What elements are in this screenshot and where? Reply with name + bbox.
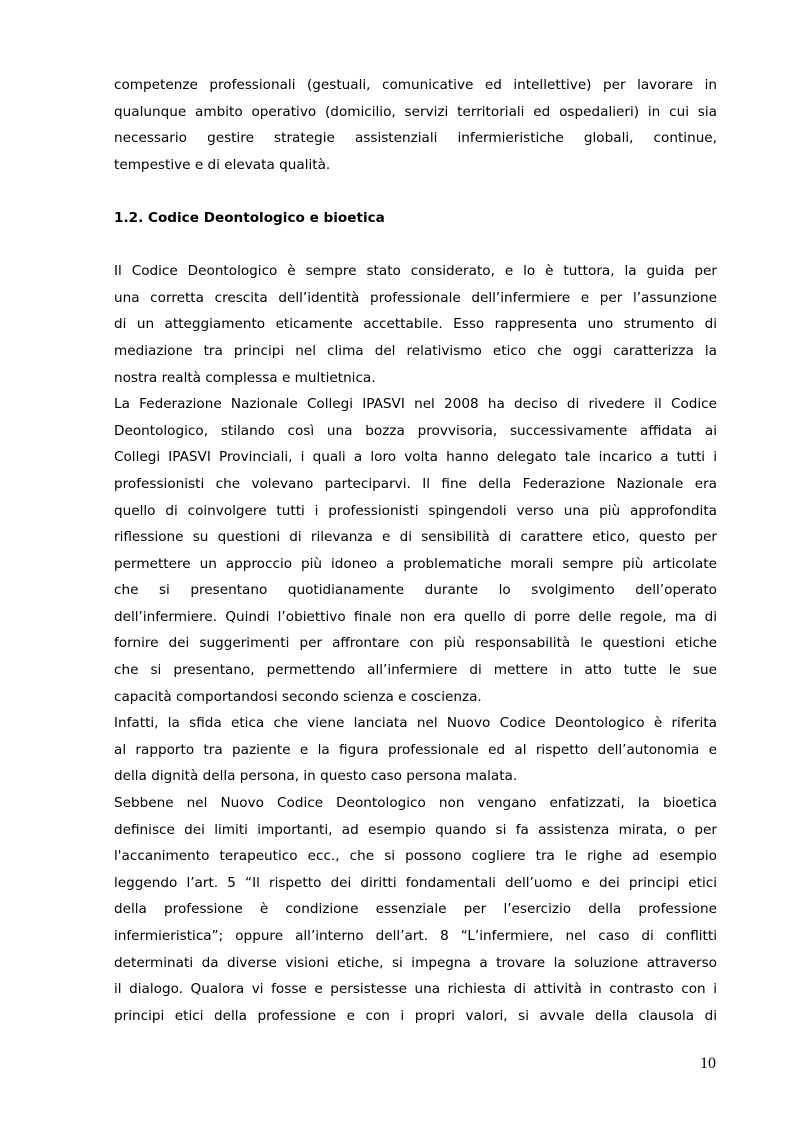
document-page <box>114 72 717 1029</box>
text-line: determinati da diverse visioni etiche, si impegna a trovare la soluzione attraverso <box>114 954 717 971</box>
text-line: La Federazione Nazionale Collegi IPASVI nel 2008 ha deciso di rivedere il Codice <box>114 396 717 413</box>
text-line: mediazione tra principi nel clima del relativismo etico che oggi caratterizza la <box>114 342 717 359</box>
text-line: il dialogo. Qualora vi fosse e persistesse una richiesta di attività in contrasto con i <box>114 981 717 998</box>
text-line: l'accanimento terapeutico ecc., che si possono cogliere tra le righe ad esempio <box>114 848 717 865</box>
section-heading: 1.2. Codice Deontologico e bioetica <box>114 209 385 226</box>
text-line: nostra realtà complessa e multietnica. <box>114 369 376 386</box>
paragraph-codice-intro <box>114 258 717 391</box>
paragraph-sfida-etica <box>114 710 717 790</box>
paragraph-bioetica <box>114 790 717 1029</box>
text-line: Il Codice Deontologico è sempre stato considerato, e lo è tuttora, la guida per <box>114 263 717 280</box>
text-line: competenze professionali (gestuali, comunicative ed intellettive) per lavorare in <box>114 77 717 93</box>
text-line: Sebbene nel Nuovo Codice Deontologico non vengano enfatizzati, la bioetica <box>114 795 717 812</box>
text-line: della professione è condizione essenziale per l’esercizio della professione <box>114 901 717 918</box>
text-line: quello di coinvolgere tutti i professionisti spingendoli verso una più approfondita <box>114 502 717 519</box>
text-line: una corretta crescita dell’identità professionale dell’infermiere e per l’assunzione <box>114 289 717 306</box>
text-line: tempestive e di elevata qualità. <box>114 156 331 173</box>
text-line: di un atteggiamento eticamente accettabile. Esso rappresenta uno strumento di <box>114 316 717 333</box>
text-line: Collegi IPASVI Provinciali, i quali a loro volta hanno delegato tale incarico a tutti i <box>114 449 717 466</box>
text-line: professionisti che volevano parteciparvi. Il fine della Federazione Nazionale era <box>114 475 717 492</box>
text-line: fornire dei suggerimenti per affrontare con più responsabilità le questioni etiche <box>114 635 717 652</box>
text-line: riflessione su questioni di rilevanza e di sensibilità di carattere etico, questo per <box>114 529 717 546</box>
text-line: qualunque ambito operativo (domicilio, servizi territoriali ed ospedalieri) in cui sia <box>114 103 717 120</box>
text-line: che si presentano, permettendo all’infermiere di mettere in atto tutte le sue <box>114 662 717 679</box>
paragraph-federazione <box>114 391 717 710</box>
text-line: permettere un approccio più idoneo a problematiche morali sempre più articolate <box>114 555 717 572</box>
text-line: dell’infermiere. Quindi l’obiettivo finale non era quello di porre delle regole, ma di <box>114 608 717 625</box>
text-line: capacità comportandosi secondo scienza e coscienza. <box>114 688 482 705</box>
text-line: definisce dei limiti importanti, ad esempio quando si fa assistenza mirata, o per <box>114 821 717 838</box>
text-line: Infatti, la sfida etica che viene lanciata nel Nuovo Codice Deontologico è riferita <box>114 715 717 732</box>
text-line: della dignità della persona, in questo caso persona malata. <box>114 768 518 785</box>
text-line: infermieristica”; oppure all’interno dell’art. 8 “L’infermiere, nel caso di conflitti <box>114 928 717 944</box>
page-number: 10 <box>700 1055 716 1072</box>
text-line: che si presentano quotidianamente durante lo svolgimento dell’operato <box>114 582 717 599</box>
text-line: al rapporto tra paziente e la figura professionale ed al rispetto dell’autonomia e <box>114 741 717 758</box>
text-line: Deontologico, stilando così una bozza provvisoria, successivamente affidata ai <box>114 422 717 439</box>
paragraph-competenze <box>114 72 717 178</box>
text-line: principi etici della professione e con i propri valori, si avvale della clausola di <box>114 1007 717 1024</box>
text-line: leggendo l’art. 5 “Il rispetto dei diritti fondamentali dell’uomo e dei principi etici <box>114 874 717 891</box>
text-line: necessario gestire strategie assistenziali infermieristiche globali, continue, <box>114 130 717 147</box>
